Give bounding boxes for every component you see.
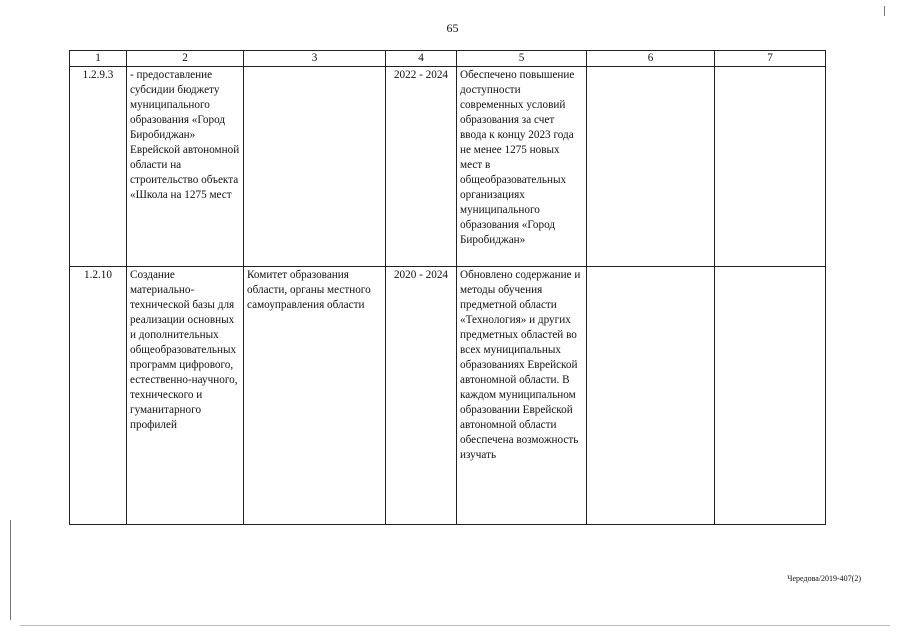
description-cell: - предоставление субсидии бюджету муниципального образования «Город Биробиджан» Еврейской автономной области на строительство объекта «Школа на 1275 мест <box>127 67 244 267</box>
document-code: Чередова/2019-407(2) <box>787 574 861 583</box>
column-7-cell <box>715 67 826 267</box>
scan-bottom-line <box>20 625 890 626</box>
period-cell: 2022 - 2024 <box>386 67 457 267</box>
item-number-cell: 1.2.10 <box>70 267 127 525</box>
column-6-cell <box>587 67 715 267</box>
scan-edge-mark <box>10 520 11 620</box>
header-row <box>70 51 826 67</box>
header-cell: 2 <box>127 51 244 67</box>
table-row <box>70 67 826 267</box>
header-cell: 1 <box>70 51 127 67</box>
period-cell: 2020 - 2024 <box>386 267 457 525</box>
header-cell: 4 <box>386 51 457 67</box>
result-cell: Обновлено содержание и методы обучения предметной области «Технология» и других предметных областей во всех муниципальных образованиях Еврейской автономной области. В каждом муниципальном образовании Еврейской автономной области обеспечена возможность изучать <box>457 267 587 525</box>
executor-cell <box>244 67 386 267</box>
program-table <box>69 50 826 525</box>
header-cell: 5 <box>457 51 587 67</box>
result-cell: Обеспечено повышение доступности современных условий образования за счет ввода к концу 2023 года не менее 1275 новых мест в общеобразовательных организациях муниципального образования «Город Биробиджан» <box>457 67 587 267</box>
header-cell: 3 <box>244 51 386 67</box>
executor-cell: Комитет образования области, органы местного самоуправления области <box>244 267 386 525</box>
item-number-cell: 1.2.9.3 <box>70 67 127 267</box>
header-cell: 7 <box>715 51 826 67</box>
description-cell: Создание материально-технической базы для реализации основных и дополнительных общеобразовательных программ цифрового, естественно-научного, технического и гуманитарного профилей <box>127 267 244 525</box>
page-number: 65 <box>446 21 459 35</box>
column-6-cell <box>587 267 715 525</box>
header-cell: 6 <box>587 51 715 67</box>
column-7-cell <box>715 267 826 525</box>
scan-edge-mark <box>884 6 885 16</box>
table-row <box>70 267 826 525</box>
